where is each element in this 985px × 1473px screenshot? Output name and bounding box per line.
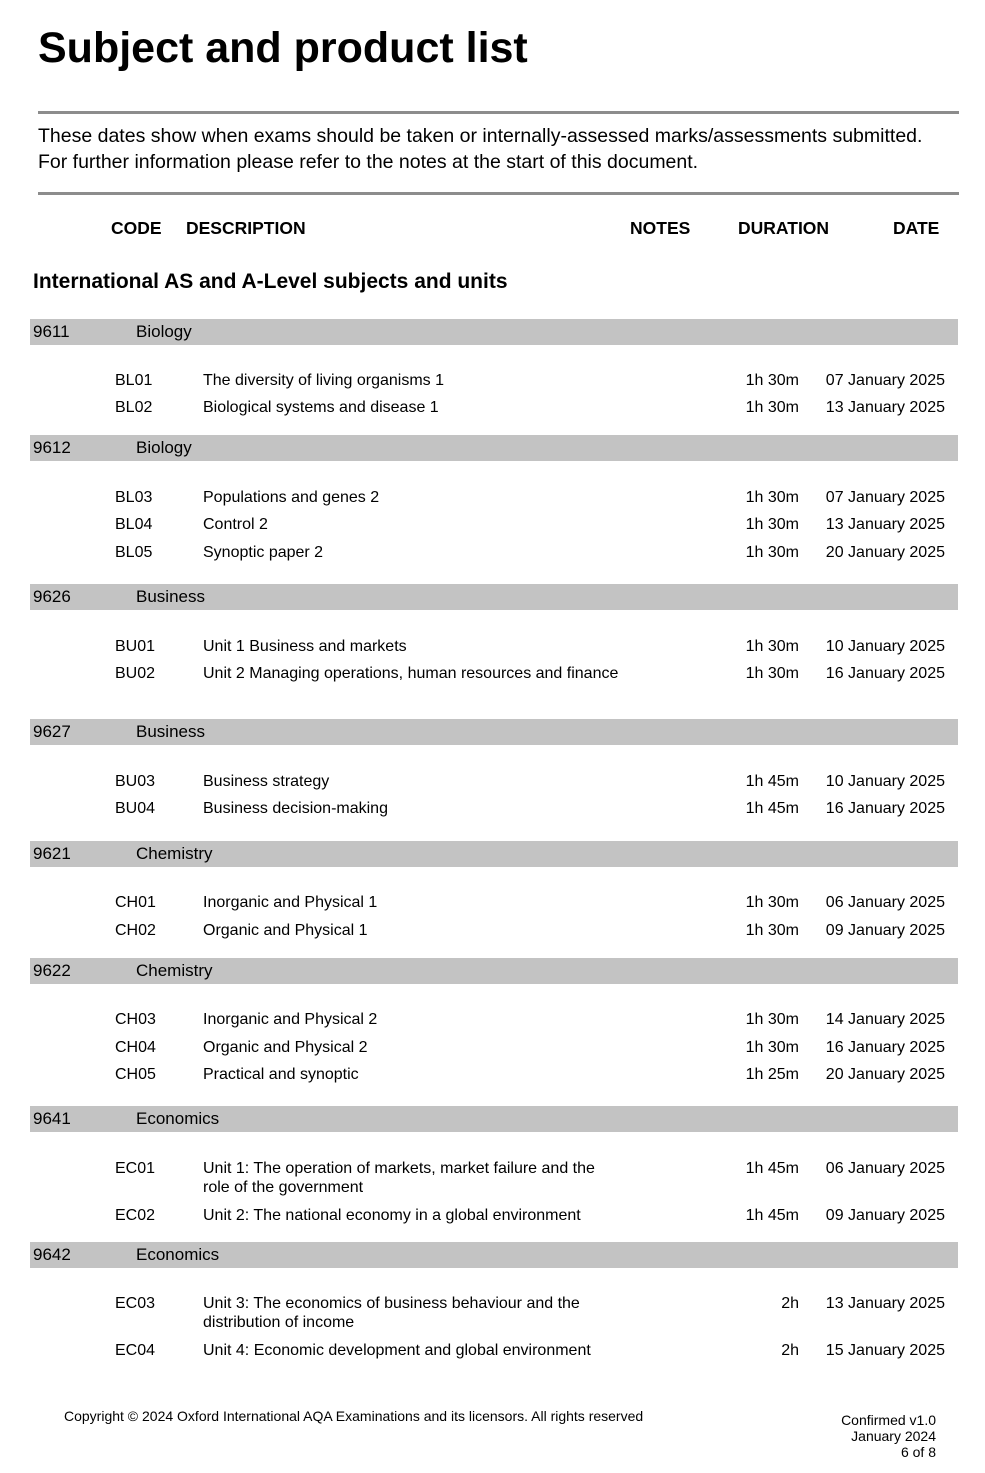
page-number: 6 of 8 <box>900 1444 936 1460</box>
unit-code: BL01 <box>115 372 153 389</box>
unit-duration: 2h <box>781 1295 799 1312</box>
unit-code: CH03 <box>115 1011 156 1028</box>
unit-date: 13 January 2025 <box>825 399 945 416</box>
unit-date: 06 January 2025 <box>825 894 945 911</box>
subject-header <box>30 319 958 345</box>
copyright-notice: Copyright © 2024 Oxford International AQA Examinations and its licensors. All rights reserved <box>64 1408 644 1424</box>
subject-code: 9626 <box>33 587 71 606</box>
subject-name: Biology <box>136 438 192 457</box>
unit-date: 16 January 2025 <box>825 1039 945 1056</box>
subject-header <box>30 584 958 610</box>
unit-description: Biological systems and disease 1 <box>203 399 439 416</box>
unit-description: Unit 1: The operation of markets, market failure and the role of the government <box>203 1160 595 1196</box>
unit-date: 13 January 2025 <box>825 516 945 533</box>
issue-date: January 2024 <box>851 1428 936 1444</box>
column-header-code: CODE <box>111 218 162 238</box>
unit-duration: 1h 45m <box>745 800 799 817</box>
subject-code: 9622 <box>33 961 71 980</box>
subject-header <box>30 1106 958 1132</box>
unit-code: EC02 <box>115 1207 156 1224</box>
subject-code: 9621 <box>33 844 71 863</box>
unit-description: Organic and Physical 1 <box>203 922 368 939</box>
unit-code: CH01 <box>115 894 156 911</box>
unit-code: BL02 <box>115 399 153 416</box>
unit-duration: 1h 45m <box>745 773 799 790</box>
subject-name: Business <box>136 587 205 606</box>
unit-code: BU03 <box>115 773 156 790</box>
unit-code: EC01 <box>115 1160 156 1177</box>
unit-description: Unit 3: The economics of business behaviour and the distribution of income <box>203 1295 580 1331</box>
unit-date: 20 January 2025 <box>825 1066 945 1083</box>
unit-description: Unit 4: Economic development and global environment <box>203 1342 591 1359</box>
subject-header <box>30 958 958 984</box>
subject-header <box>30 1242 958 1268</box>
unit-duration: 1h 45m <box>745 1160 799 1177</box>
unit-duration: 1h 30m <box>745 399 799 416</box>
unit-code: BU04 <box>115 800 156 817</box>
unit-code: CH04 <box>115 1039 156 1056</box>
column-header-duration: DURATION <box>738 218 830 238</box>
unit-code: CH02 <box>115 922 156 939</box>
intro-text: These dates show when exams should be taken or internally-assessed marks/assessments submitted. For further information please refer to the notes at the start of this document. <box>38 125 923 173</box>
unit-code: BL04 <box>115 516 153 533</box>
subject-code: 9612 <box>33 438 71 457</box>
unit-date: 16 January 2025 <box>825 800 945 817</box>
unit-duration: 1h 30m <box>745 665 799 682</box>
subject-name: Economics <box>136 1109 220 1128</box>
unit-date: 15 January 2025 <box>825 1342 945 1359</box>
version-label: Confirmed v1.0 <box>841 1412 936 1428</box>
unit-duration: 1h 30m <box>745 638 799 655</box>
unit-description: Practical and synoptic <box>203 1066 359 1083</box>
unit-date: 09 January 2025 <box>825 1207 945 1224</box>
unit-date: 10 January 2025 <box>825 773 945 790</box>
subject-name: Chemistry <box>136 961 213 980</box>
unit-duration: 1h 30m <box>745 1011 799 1028</box>
unit-date: 13 January 2025 <box>825 1295 945 1312</box>
subject-header <box>30 841 958 867</box>
unit-description: Unit 2: The national economy in a global environment <box>203 1207 581 1224</box>
unit-description: Inorganic and Physical 2 <box>203 1011 378 1028</box>
subject-name: Chemistry <box>136 844 213 863</box>
unit-date: 20 January 2025 <box>825 544 945 561</box>
unit-date: 06 January 2025 <box>825 1160 945 1177</box>
subject-name: Economics <box>136 1245 220 1264</box>
unit-description: Unit 2 Managing operations, human resources and finance <box>203 665 619 682</box>
unit-duration: 1h 30m <box>745 922 799 939</box>
unit-code: BL03 <box>115 489 153 506</box>
subject-code: 9611 <box>33 322 70 341</box>
unit-description: Business strategy <box>203 773 330 790</box>
unit-date: 07 January 2025 <box>825 372 945 389</box>
unit-date: 09 January 2025 <box>825 922 945 939</box>
unit-duration: 1h 30m <box>745 372 799 389</box>
section-title: International AS and A-Level subjects and units <box>33 270 508 293</box>
unit-description: Populations and genes 2 <box>203 489 380 506</box>
unit-code: BU01 <box>115 638 156 655</box>
unit-description: Business decision-making <box>203 800 388 817</box>
unit-duration: 1h 30m <box>745 516 799 533</box>
unit-description: Organic and Physical 2 <box>203 1039 368 1056</box>
unit-code: CH05 <box>115 1066 156 1083</box>
unit-date: 10 January 2025 <box>825 638 945 655</box>
subject-header <box>30 435 958 461</box>
subject-name: Business <box>136 722 205 741</box>
subject-code: 9642 <box>33 1245 71 1264</box>
subject-code: 9627 <box>33 722 71 741</box>
page-title: Subject and product list <box>38 24 528 72</box>
unit-duration: 1h 30m <box>745 1039 799 1056</box>
unit-code: BU02 <box>115 665 156 682</box>
unit-description: Inorganic and Physical 1 <box>203 894 378 911</box>
column-header-description: DESCRIPTION <box>186 218 306 238</box>
unit-code: EC04 <box>115 1342 156 1359</box>
unit-description: Unit 1 Business and markets <box>203 638 407 655</box>
unit-date: 16 January 2025 <box>825 665 945 682</box>
unit-duration: 1h 30m <box>745 544 799 561</box>
unit-date: 07 January 2025 <box>825 489 945 506</box>
unit-duration: 1h 25m <box>745 1066 799 1083</box>
unit-description: Control 2 <box>203 516 268 533</box>
subject-header <box>30 719 958 745</box>
unit-duration: 1h 45m <box>745 1207 799 1224</box>
document-version-info <box>736 1412 936 1460</box>
unit-duration: 2h <box>781 1342 799 1359</box>
unit-code: EC03 <box>115 1295 156 1312</box>
unit-code: BL05 <box>115 544 153 561</box>
unit-duration: 1h 30m <box>745 894 799 911</box>
unit-description: Synoptic paper 2 <box>203 544 324 561</box>
subject-code: 9641 <box>33 1109 71 1128</box>
unit-date: 14 January 2025 <box>825 1011 945 1028</box>
column-header-date: DATE <box>893 218 940 238</box>
unit-description: The diversity of living organisms 1 <box>203 372 444 389</box>
unit-duration: 1h 30m <box>745 489 799 506</box>
column-header-notes: NOTES <box>630 218 691 238</box>
subject-name: Biology <box>136 322 192 341</box>
